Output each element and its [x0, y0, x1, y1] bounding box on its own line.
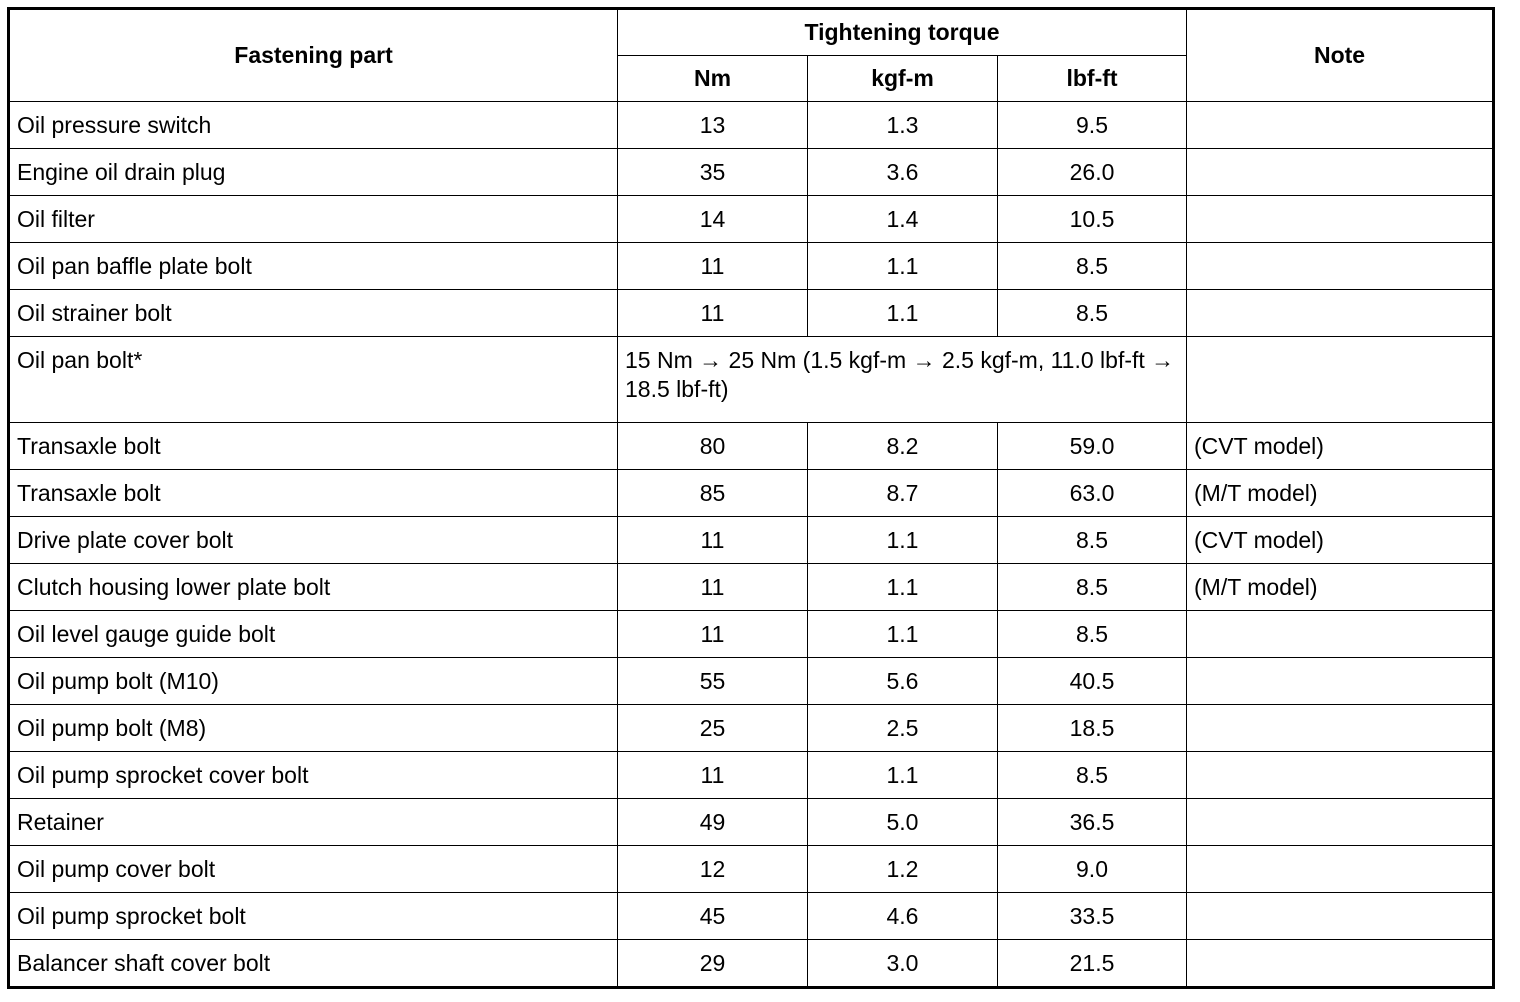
- table-row: [9, 290, 1494, 337]
- cell-kgfm: 1.3: [808, 102, 998, 149]
- cell-lbfft: 8.5: [998, 290, 1187, 337]
- header-tightening-torque: Tightening torque: [618, 9, 1187, 56]
- header-note: Note: [1187, 9, 1494, 102]
- cell-nm: 11: [618, 752, 808, 799]
- cell-note: [1187, 940, 1494, 988]
- cell-nm: 45: [618, 893, 808, 940]
- cell-part: Balancer shaft cover bolt: [9, 940, 618, 988]
- cell-nm: 25: [618, 705, 808, 752]
- cell-lbfft: 10.5: [998, 196, 1187, 243]
- table-row: [9, 102, 1494, 149]
- cell-part: Oil pump bolt (M8): [9, 705, 618, 752]
- cell-part: Oil pump sprocket bolt: [9, 893, 618, 940]
- cell-kgfm: 1.1: [808, 290, 998, 337]
- table-row: [9, 846, 1494, 893]
- header-lbfft: lbf-ft: [998, 56, 1187, 102]
- cell-nm: 85: [618, 470, 808, 517]
- cell-lbfft: 9.5: [998, 102, 1187, 149]
- cell-kgfm: 3.0: [808, 940, 998, 988]
- table-row: [9, 752, 1494, 799]
- cell-note: [1187, 337, 1494, 423]
- cell-kgfm: 1.1: [808, 243, 998, 290]
- cell-kgfm: 5.6: [808, 658, 998, 705]
- cell-part: Engine oil drain plug: [9, 149, 618, 196]
- cell-nm: 35: [618, 149, 808, 196]
- cell-note: [1187, 752, 1494, 799]
- cell-part: Oil pump cover bolt: [9, 846, 618, 893]
- cell-nm: 80: [618, 423, 808, 470]
- cell-kgfm: 1.1: [808, 517, 998, 564]
- cell-lbfft: 8.5: [998, 564, 1187, 611]
- cell-note: [1187, 243, 1494, 290]
- cell-note: [1187, 658, 1494, 705]
- cell-lbfft: 59.0: [998, 423, 1187, 470]
- cell-kgfm: 1.4: [808, 196, 998, 243]
- cell-note: [1187, 290, 1494, 337]
- cell-lbfft: 36.5: [998, 799, 1187, 846]
- cell-part: Clutch housing lower plate bolt: [9, 564, 618, 611]
- table-body: [9, 102, 1494, 988]
- cell-lbfft: 40.5: [998, 658, 1187, 705]
- cell-nm: 13: [618, 102, 808, 149]
- cell-lbfft: 9.0: [998, 846, 1187, 893]
- cell-part: Retainer: [9, 799, 618, 846]
- cell-nm: 49: [618, 799, 808, 846]
- table-row: [9, 940, 1494, 988]
- cell-lbfft: 8.5: [998, 752, 1187, 799]
- header-nm: Nm: [618, 56, 808, 102]
- cell-nm: 12: [618, 846, 808, 893]
- cell-kgfm: 8.2: [808, 423, 998, 470]
- cell-note: (M/T model): [1187, 470, 1494, 517]
- cell-note: [1187, 611, 1494, 658]
- table-header: [9, 9, 1494, 102]
- cell-part: Transaxle bolt: [9, 423, 618, 470]
- table-row: [9, 423, 1494, 470]
- cell-part: Oil pump sprocket cover bolt: [9, 752, 618, 799]
- cell-part: Transaxle bolt: [9, 470, 618, 517]
- cell-lbfft: 63.0: [998, 470, 1187, 517]
- cell-part: Oil strainer bolt: [9, 290, 618, 337]
- cell-kgfm: 1.1: [808, 752, 998, 799]
- cell-note: [1187, 705, 1494, 752]
- cell-note: [1187, 799, 1494, 846]
- cell-part: Oil pan baffle plate bolt: [9, 243, 618, 290]
- cell-combined-torque: 15 Nm → 25 Nm (1.5 kgf-m → 2.5 kgf-m, 11.0 lbf-ft → 18.5 lbf-ft): [618, 337, 1187, 423]
- cell-kgfm: 1.1: [808, 564, 998, 611]
- cell-note: [1187, 149, 1494, 196]
- table-row: [9, 611, 1494, 658]
- cell-lbfft: 21.5: [998, 940, 1187, 988]
- table-row: [9, 893, 1494, 940]
- cell-lbfft: 33.5: [998, 893, 1187, 940]
- header-kgfm: kgf-m: [808, 56, 998, 102]
- cell-nm: 14: [618, 196, 808, 243]
- cell-kgfm: 5.0: [808, 799, 998, 846]
- cell-part: Oil pump bolt (M10): [9, 658, 618, 705]
- cell-nm: 11: [618, 564, 808, 611]
- table-row: [9, 243, 1494, 290]
- table-row: [9, 564, 1494, 611]
- cell-lbfft: 8.5: [998, 611, 1187, 658]
- cell-note: [1187, 846, 1494, 893]
- cell-note: (CVT model): [1187, 517, 1494, 564]
- cell-nm: 11: [618, 243, 808, 290]
- torque-spec-table: [7, 7, 1495, 989]
- cell-kgfm: 3.6: [808, 149, 998, 196]
- cell-kgfm: 1.1: [808, 611, 998, 658]
- header-fastening-part: Fastening part: [9, 9, 618, 102]
- cell-lbfft: 8.5: [998, 517, 1187, 564]
- cell-note: (CVT model): [1187, 423, 1494, 470]
- cell-nm: 11: [618, 517, 808, 564]
- cell-part: Oil filter: [9, 196, 618, 243]
- cell-note: [1187, 196, 1494, 243]
- cell-part: Oil pressure switch: [9, 102, 618, 149]
- table-row: [9, 470, 1494, 517]
- cell-note: (M/T model): [1187, 564, 1494, 611]
- cell-note: [1187, 893, 1494, 940]
- cell-kgfm: 8.7: [808, 470, 998, 517]
- table-row: [9, 799, 1494, 846]
- cell-part: Oil level gauge guide bolt: [9, 611, 618, 658]
- cell-kgfm: 2.5: [808, 705, 998, 752]
- cell-kgfm: 4.6: [808, 893, 998, 940]
- cell-kgfm: 1.2: [808, 846, 998, 893]
- cell-nm: 55: [618, 658, 808, 705]
- table-row: [9, 149, 1494, 196]
- table-row: [9, 517, 1494, 564]
- cell-nm: 11: [618, 611, 808, 658]
- cell-lbfft: 18.5: [998, 705, 1187, 752]
- cell-note: [1187, 102, 1494, 149]
- cell-nm: 29: [618, 940, 808, 988]
- cell-lbfft: 26.0: [998, 149, 1187, 196]
- cell-lbfft: 8.5: [998, 243, 1187, 290]
- cell-nm: 11: [618, 290, 808, 337]
- table-row: [9, 337, 1494, 423]
- cell-part: Drive plate cover bolt: [9, 517, 618, 564]
- table-row: [9, 196, 1494, 243]
- table-row: [9, 658, 1494, 705]
- cell-part: Oil pan bolt*: [9, 337, 618, 423]
- table-row: [9, 705, 1494, 752]
